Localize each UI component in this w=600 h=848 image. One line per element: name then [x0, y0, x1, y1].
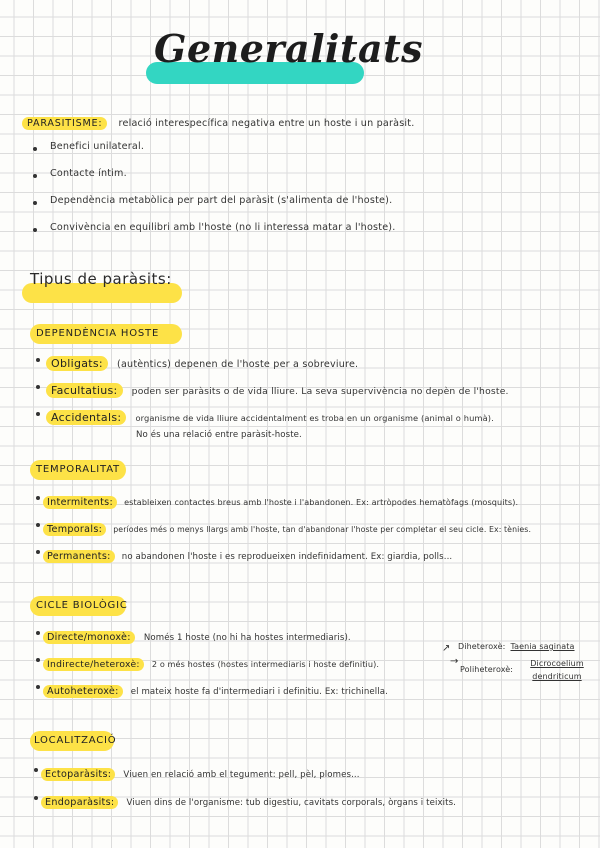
dependencia-item-3-line2: No és una relació entre paràsit-hoste. — [136, 430, 302, 440]
term-accidentals: Accidentals: — [46, 410, 126, 425]
term-ectoparasits: Ectoparàsits: — [41, 768, 115, 781]
diheteroxe-note: Diheteroxè: Taenia saginata — [458, 642, 575, 651]
parasitisme-bullet-2: Contacte íntim. — [50, 168, 127, 179]
cicle-heading: CICLE BIOLÒGIC — [36, 600, 128, 611]
tipus-heading: Tipus de paràsits: — [30, 270, 172, 288]
bullet-dot — [36, 358, 40, 362]
bullet-dot — [36, 550, 40, 554]
cicle-item-2: Indirecte/heteroxè: 2 o més hostes (hostes intermediaris i hoste definitiu). — [43, 652, 379, 671]
term-directe: Directe/monoxè: — [43, 631, 135, 644]
bullet-dot — [33, 228, 37, 232]
term-indirecte: Indirecte/heteroxè: — [43, 658, 144, 671]
parasitisme-bullet-1: Benefici unilateral. — [50, 141, 145, 152]
temporalitat-item-2: Temporals: períodes més o menys llargs amb l'hoste, tan d'abandonar l'hoste per completar el seu cicle. Ex: tènies. — [43, 517, 531, 536]
localitzacio-item-1: Ectoparàsits: Viuen en relació amb el tegument: pell, pèl, plomes... — [41, 762, 360, 781]
bullet-dot — [36, 658, 40, 662]
temporalitat-item-1: Intermitents: estableixen contactes breus amb l'hoste i l'abandonen. Ex: artròpodes hematòfags (mosquits). — [43, 490, 518, 509]
bullet-dot — [34, 796, 38, 800]
dependencia-item-2: Facultatius: poden ser paràsits o de vida lliure. La seva supervivència no depèn de l'hoste. — [46, 379, 509, 398]
page-title: Generalitats — [154, 26, 424, 71]
dependencia-heading: DEPENDÈNCIA HOSTE — [36, 328, 160, 339]
bullet-dot — [36, 385, 40, 389]
localitzacio-item-2: Endoparàsits: Viuen dins de l'organisme: tub digestiu, cavitats corporals, òrgans i teixits. — [41, 790, 456, 809]
poliheteroxe-example: Dicrocoelium dendriticum — [530, 659, 584, 681]
bullet-dot — [33, 147, 37, 151]
parasitisme-bullet-4: Convivència en equilibri amb l'hoste (no li interessa matar a l'hoste). — [50, 222, 396, 233]
temporalitat-heading: TEMPORALITAT — [36, 464, 120, 475]
bullet-dot — [36, 685, 40, 689]
bullet-dot — [36, 496, 40, 500]
temporalitat-item-3: Permanents: no abandonen l'hoste i es reprodueixen indefinidament. Ex: giardia, polls... — [43, 544, 452, 563]
term-permanents: Permanents: — [43, 550, 115, 563]
term-temporals: Temporals: — [43, 523, 106, 536]
term-facultatius: Facultatius: — [46, 383, 123, 398]
localitzacio-heading: LOCALITZACIÓ — [34, 735, 117, 746]
dependencia-item-1: Obligats: (autèntics) depenen de l'hoste per a sobreviure. — [46, 352, 358, 371]
arrow-right-icon: → — [450, 656, 459, 667]
bullet-dot — [33, 174, 37, 178]
arrow-up-icon: ↗ — [442, 643, 451, 654]
bullet-dot — [33, 201, 37, 205]
bullet-dot — [36, 412, 40, 416]
bullet-dot — [36, 631, 40, 635]
parasitisme-line — [22, 111, 415, 130]
cicle-item-3: Autoheteroxè: el mateix hoste fa d'intermediari i definitiu. Ex: trichinella. — [43, 679, 388, 698]
dependencia-item-3: Accidentals: organisme de vida lliure accidentalment es troba en un organisme (animal o humà). — [46, 406, 494, 425]
title-block — [140, 26, 424, 90]
term-autoheteroxe: Autoheteroxè: — [43, 685, 123, 698]
poliheteroxe-note: Poliheteroxè: — [460, 665, 514, 674]
term-intermitents: Intermitents: — [43, 496, 117, 509]
parasitisme-label: PARASITISME: — [22, 117, 107, 130]
bullet-dot — [34, 768, 38, 772]
parasitisme-bullet-3: Dependència metabòlica per part del paràsit (s'alimenta de l'hoste). — [50, 195, 393, 206]
term-obligats: Obligats: — [46, 356, 108, 371]
bullet-dot — [36, 523, 40, 527]
term-endoparasits: Endoparàsits: — [41, 796, 118, 809]
parasitisme-definition: relació interespecífica negativa entre un hoste i un paràsit. — [118, 118, 415, 129]
cicle-item-1: Directe/monoxè: Només 1 hoste (no hi ha hostes intermediaris). — [43, 625, 351, 644]
